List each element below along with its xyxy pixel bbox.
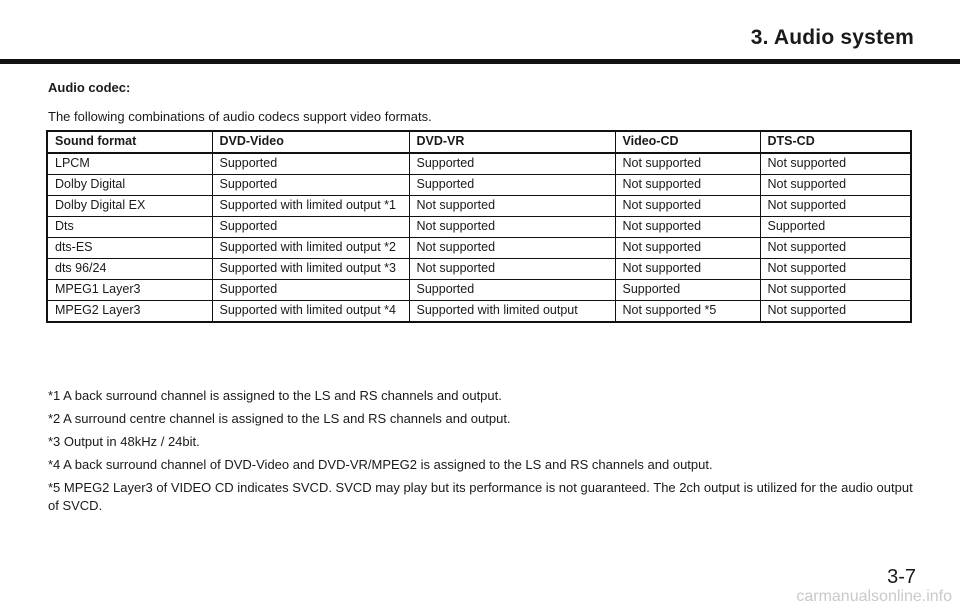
table-cell: Not supported [760, 196, 911, 217]
table-cell: Supported [409, 153, 615, 175]
table-cell: Not supported [760, 175, 911, 196]
table-cell: Not supported [760, 301, 911, 323]
table-cell: Not supported [615, 175, 760, 196]
table-cell: Supported with limited output *4 [212, 301, 409, 323]
footnote: *4 A back surround channel of DVD-Video and DVD-VR/MPEG2 is assigned to the LS and RS channels and output. [48, 457, 713, 472]
header-rule [0, 59, 960, 64]
column-header: DVD-Video [212, 131, 409, 153]
table-cell: Supported with limited output *2 [212, 238, 409, 259]
column-header: DVD-VR [409, 131, 615, 153]
table-cell: MPEG1 Layer3 [47, 280, 212, 301]
table-cell: Dolby Digital [47, 175, 212, 196]
table-cell: Not supported [760, 153, 911, 175]
table-row [47, 196, 911, 217]
table-cell: Not supported [615, 217, 760, 238]
table-header-row [47, 131, 911, 153]
audio-codec-table [46, 130, 912, 323]
chapter-title: 3. Audio system [750, 26, 914, 49]
table-cell: Supported [212, 217, 409, 238]
table-cell: Supported [615, 280, 760, 301]
table-cell: Supported with limited output [409, 301, 615, 323]
table-cell: dts-ES [47, 238, 212, 259]
table-cell: Not supported [760, 238, 911, 259]
footnote: *2 A surround centre channel is assigned to the LS and RS channels and output. [48, 411, 511, 426]
table-row [47, 280, 911, 301]
table-cell: Supported [212, 153, 409, 175]
table-cell: Supported [212, 175, 409, 196]
footnote: *1 A back surround channel is assigned to the LS and RS channels and output. [48, 388, 502, 403]
table-cell: Supported [212, 280, 409, 301]
table-cell: Supported [409, 175, 615, 196]
table-cell: Not supported [409, 238, 615, 259]
table-cell: Dts [47, 217, 212, 238]
table-cell: dts 96/24 [47, 259, 212, 280]
footnotes [48, 387, 916, 520]
table-cell: LPCM [47, 153, 212, 175]
column-header: DTS-CD [760, 131, 911, 153]
section-heading: Audio codec: [48, 80, 131, 95]
table-cell: Not supported [409, 259, 615, 280]
column-header: Sound format [47, 131, 212, 153]
table-cell: Not supported [409, 217, 615, 238]
table-cell: Not supported [409, 196, 615, 217]
table-cell: Not supported [615, 196, 760, 217]
table-cell: Supported [409, 280, 615, 301]
page-number: 3-7 [887, 566, 916, 588]
table-row [47, 217, 911, 238]
table-row [47, 153, 911, 175]
table-cell: MPEG2 Layer3 [47, 301, 212, 323]
table-cell: Supported with limited output *3 [212, 259, 409, 280]
table-cell: Not supported *5 [615, 301, 760, 323]
footnote: *3 Output in 48kHz / 24bit. [48, 434, 200, 449]
table-row [47, 238, 911, 259]
table-cell: Not supported [760, 259, 911, 280]
table-cell: Supported with limited output *1 [212, 196, 409, 217]
table-cell: Dolby Digital EX [47, 196, 212, 217]
table-cell: Not supported [615, 153, 760, 175]
table-cell: Not supported [615, 238, 760, 259]
column-header: Video-CD [615, 131, 760, 153]
table-row [47, 175, 911, 196]
table-row [47, 301, 911, 323]
table-row [47, 259, 911, 280]
watermark: carmanualsonline.info [796, 588, 952, 605]
footnote: *5 MPEG2 Layer3 of VIDEO CD indicates SVCD. SVCD may play but its performance is not guaranteed. The 2ch output is utilized for the audio output of SVCD. [48, 480, 913, 513]
table-cell: Supported [760, 217, 911, 238]
table-cell: Not supported [760, 280, 911, 301]
intro-text: The following combinations of audio codecs support video formats. [48, 109, 432, 124]
table-cell: Not supported [615, 259, 760, 280]
